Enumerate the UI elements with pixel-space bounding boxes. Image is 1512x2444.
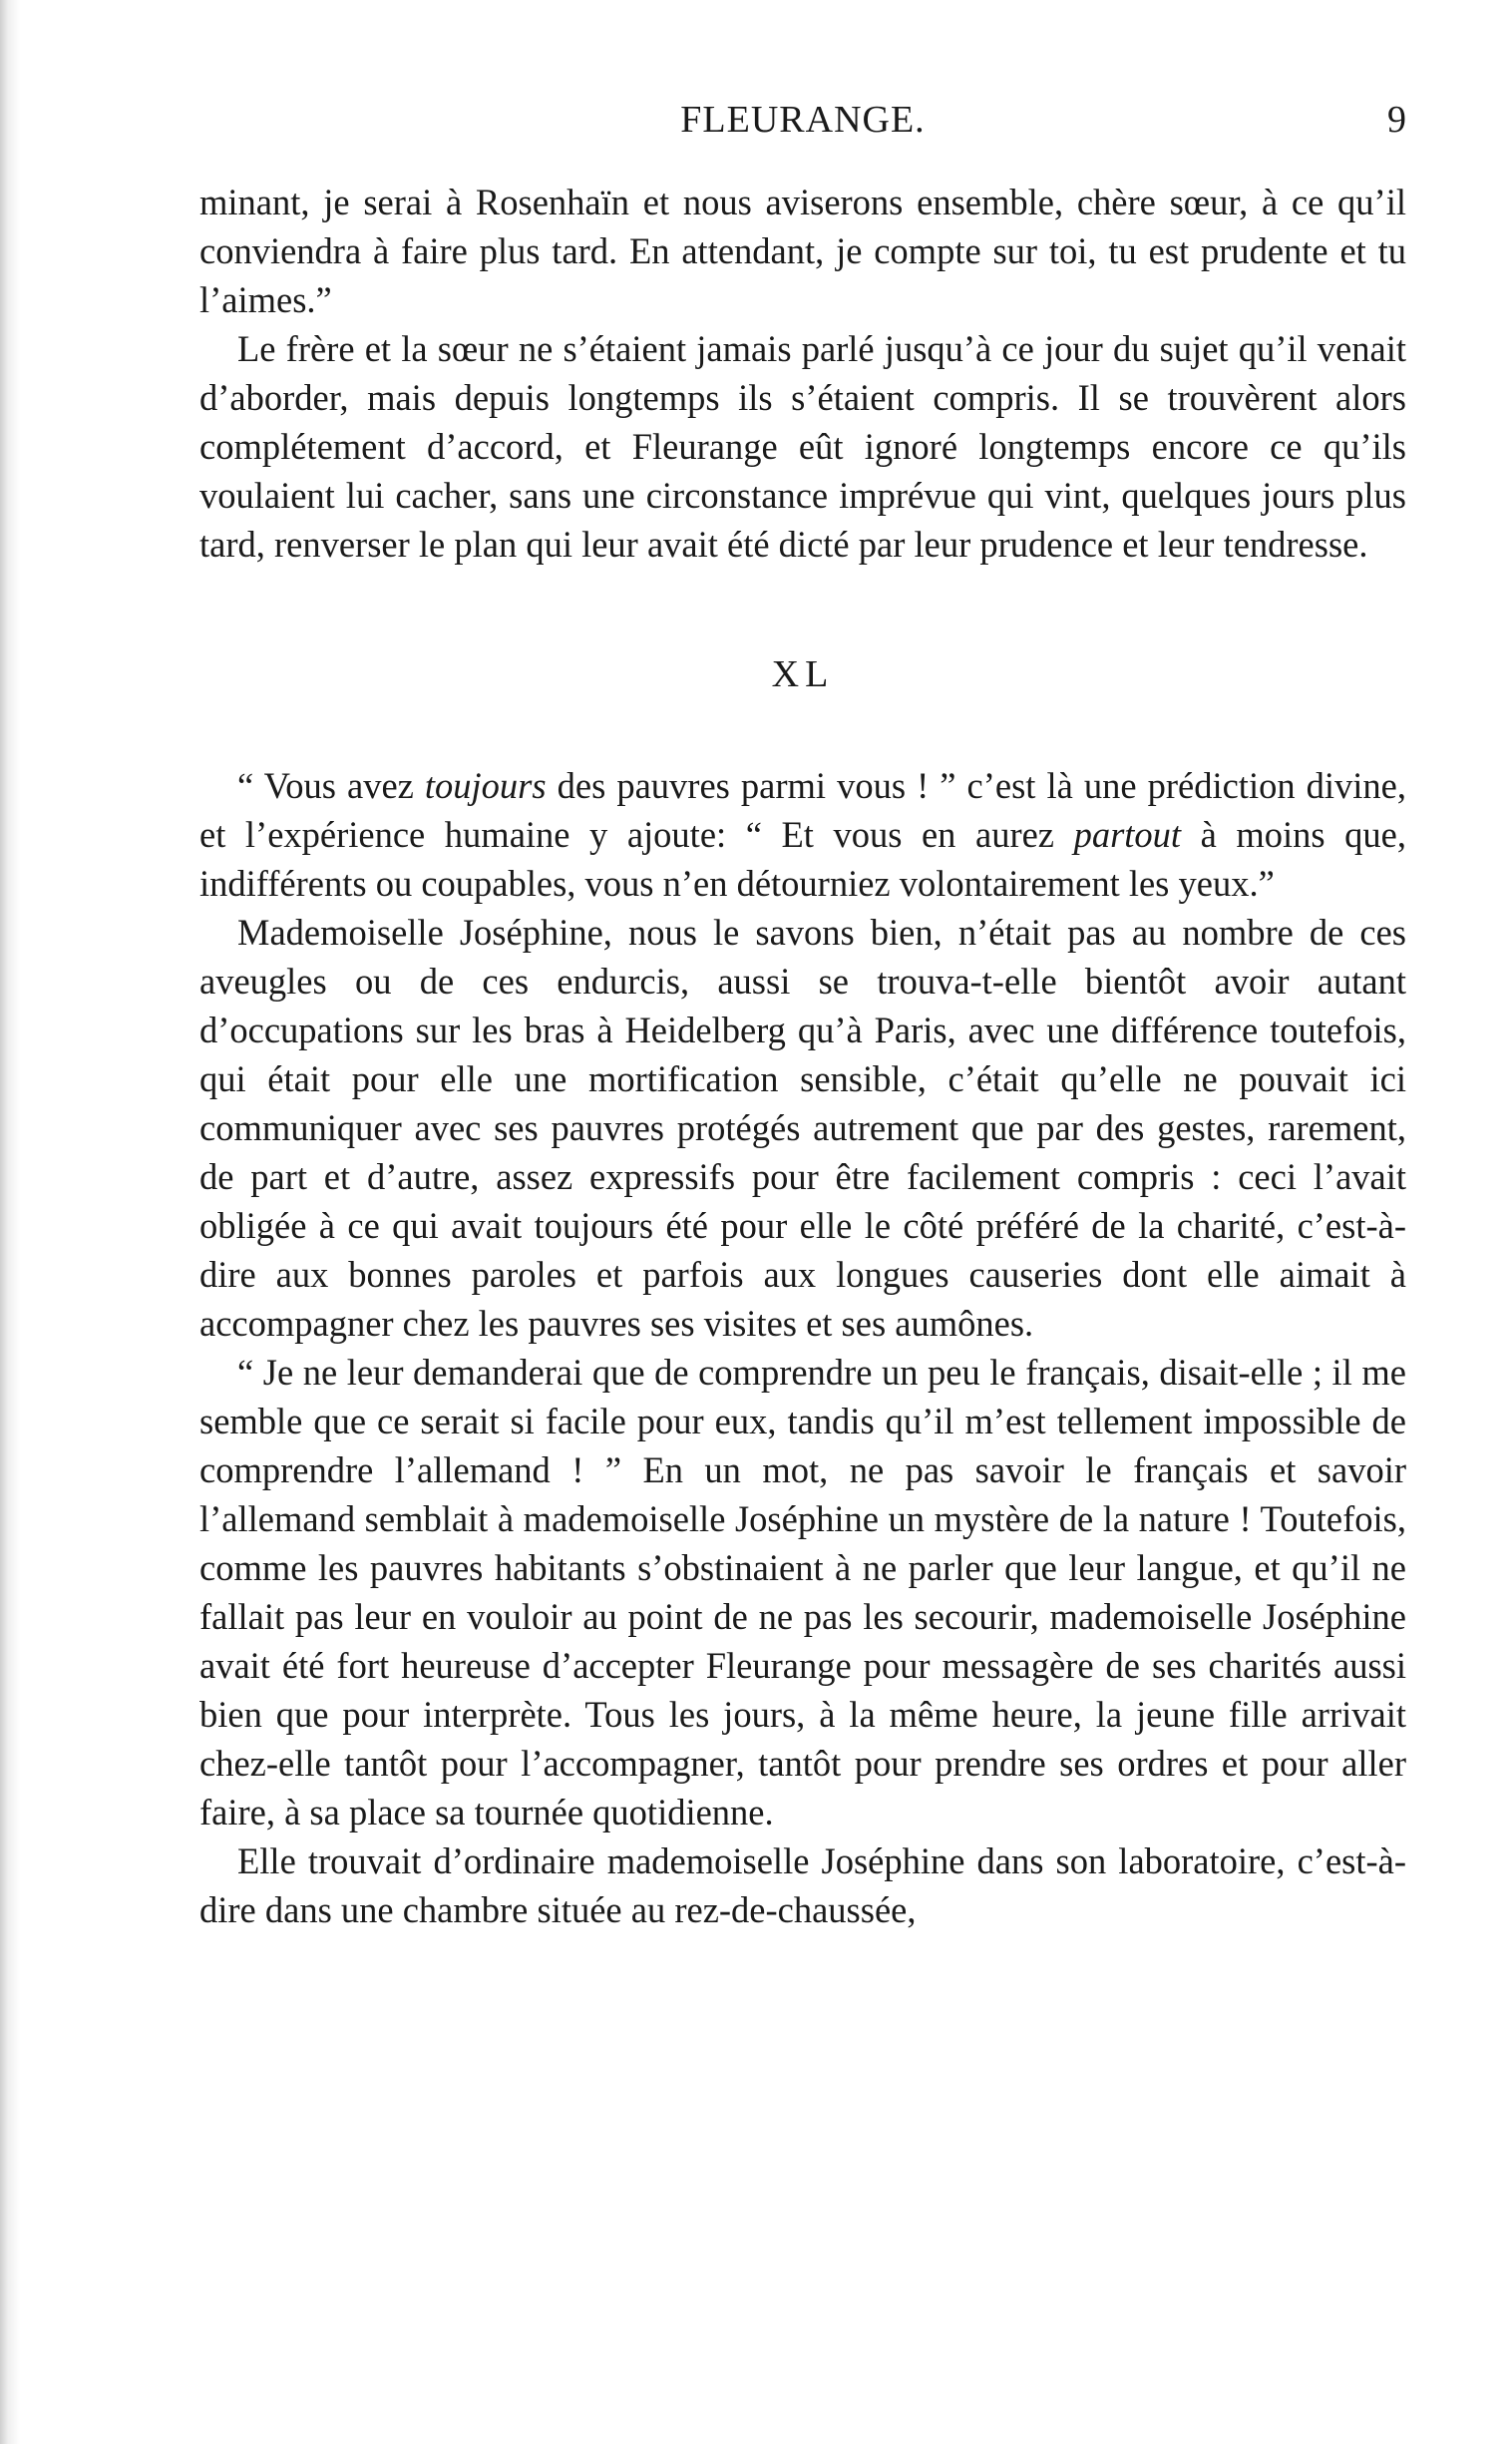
quote-emphasis: partout [1073, 814, 1182, 855]
paragraph: “ Je ne leur demanderai que de comprendre un peu le français, disait-elle ; il me semble que ce serait si facile pour eux, tandis qu’il m’est tellement impossible de comprendre l’allemand ! ” En un mot, ne pas savoir le français et savoir l’allemand semblait à mademoiselle Joséphine un mystère de la nature ! Toutefois, comme les pauvres habitants s’obstinaient à ne parler que leur langue, et qu’il ne fallait pas leur en vouloir au point de ne pas les secourir, mademoiselle Joséphine avait été fort heureuse d’accepter Fleurange pour messagère de ses charités aussi bien que pour interprète. Tous les jours, à la même heure, la jeune fille arrivait chez-elle tantôt pour l’accompagner, tantôt pour prendre ses ordres et pour aller faire, à sa place sa tournée quotidienne. [199, 1352, 1406, 1833]
quote-text: “ Vous avez [237, 765, 425, 806]
paragraph: minant, je serai à Rosenhaïn et nous aviserons ensemble, chère sœur, à ce qu’il conviendra à faire plus tard. En attendant, je compte sur toi, tu est prudente et tu l’aimes.” [199, 182, 1406, 320]
quote-emphasis: toujours [424, 765, 547, 806]
quote-paragraph [199, 761, 1406, 908]
paragraph: Le frère et la sœur ne s’étaient jamais parlé jusqu’à ce jour du sujet qu’il venait d’aborder, mais depuis longtemps ils s’étaient compris. Il se trouvèrent alors complétement d’accord, et Fleurange eût ignoré longtemps encore ce qu’ils voulaient lui cacher, sans une circonstance imprévue qui vint, quelques jours plus tard, renverser le plan qui leur avait été dicté par leur prudence et leur tendresse. [199, 328, 1406, 565]
chapter-heading: XL [771, 653, 835, 695]
paragraph: Elle trouvait d’ordinaire mademoiselle Joséphine dans son laboratoire, c’est-à-dire dans une chambre située au rez-de-chaussée, [199, 1840, 1406, 1930]
page-number: 9 [1387, 99, 1406, 141]
running-head [199, 92, 1406, 152]
paragraph: Mademoiselle Joséphine, nous le savons bien, n’était pas au nombre de ces aveugles ou de ces endurcis, aussi se trouva-t-elle bientôt avoir autant d’occupations sur les bras à Heidelberg qu’à Paris, avec une différence toutefois, qui était pour elle une mortification sensible, c’était qu’elle ne pouvait ici communiquer avec ses pauvres protégés autrement que par des gestes, rarement, de part et d’autre, assez expressifs pour être facilement compris : ceci l’avait obligée à ce qui avait toujours été pour elle le côté préféré de la charité, c’est-à-dire aux bonnes paroles et parfois aux longues causeries dont elle aimait à accompagner chez les pauvres ses visites et ses aumônes. [199, 912, 1406, 1344]
running-title: FLEURANGE. [680, 99, 926, 141]
quote-text: des pauvres parmi vous ! ” c’est là une prédiction divine, et l’expérience humaine y ajoute: “ Et vous en aurez [199, 765, 1406, 855]
body-text [199, 178, 1406, 1934]
page-spine-shadow [0, 0, 20, 2444]
quote-text: à moins que, indifférents ou coupables, vous n’en détourniez volontairement les yeux.” [199, 814, 1406, 904]
